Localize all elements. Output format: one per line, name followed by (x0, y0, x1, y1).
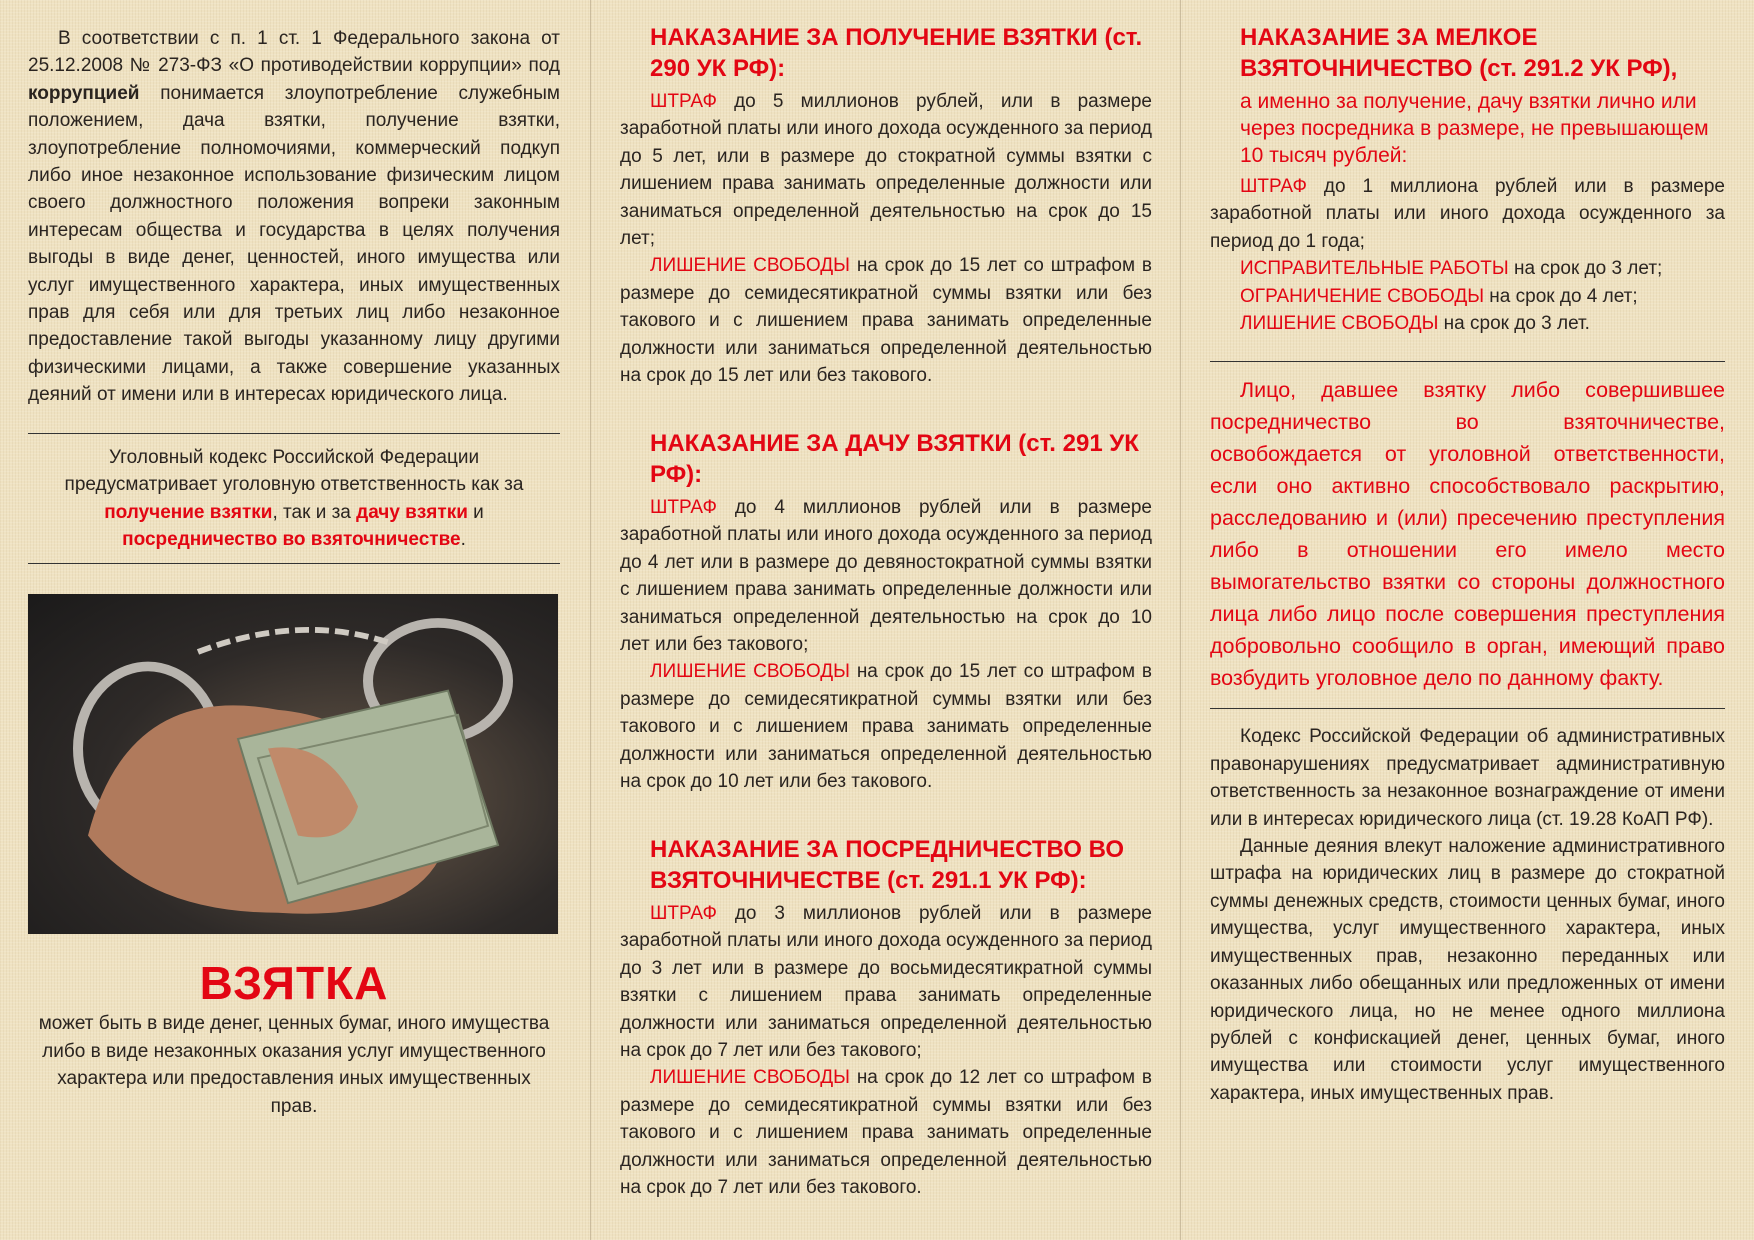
fold-line (590, 0, 591, 1240)
bribe-title: ВЗЯТКА (199, 957, 389, 1010)
corruption-term: коррупцией (28, 82, 140, 104)
penalty-section-mediation (620, 834, 1152, 1201)
penalty-section-bribe-giving (620, 428, 1152, 834)
handcuffs-money-photo (28, 594, 558, 934)
fold-line (1180, 0, 1181, 1240)
fine-text: ШТРАФ до 4 миллионов рублей или в размере заработной платы или иного дохода осужденного за период до 4 лет или в размере до девяностократной суммы взятки с лишением права занимать определенные должности или заниматься определенной деятельностью на срок до 10 лет или без такового; (620, 497, 1152, 656)
divider (28, 563, 560, 564)
section-subheading: а именно за получение, дачу взятки лично или через посредника в размере, не превышающем 10 тысяч рублей: (1240, 90, 1709, 167)
petty-bribery-section (1210, 22, 1725, 337)
corruption-definition: В соответствии с п. 1 ст. 1 Федерального закона от 25.12.2008 № 273-ФЗ «О противодействии коррупции» под коррупцией понимается злоупотребление служебным положением, дача взятки, получение взятки, злоупотребление полномочиями, коммерческий подкуп либо иное незаконное использование физическим лицом своего должностного положения вопреки законным интересам общества и государства в целях получения выгоды в виде денег, ценностей, иного имущества или услуг имущественного характера, иных имущественных прав для себя или для третьих лиц либо незаконное предоставление такой выгоды указанному лицу другими физическими лицами, а также совершение указанных деяний от имени или в интересах юридического лица. (28, 28, 560, 406)
section-heading: НАКАЗАНИЕ ЗА ДАЧУ ВЗЯТКИ (ст. 291 УК РФ): (650, 430, 1139, 488)
intro-panel (28, 25, 560, 1120)
restriction-text: ОГРАНИЧЕНИЕ СВОБОДЫ на срок до 4 лет; (1240, 285, 1638, 307)
administrative-code-note: Кодекс Российской Федерации об административных правонарушениях предусматривает административную ответственность за незаконное вознаграждение от имени или в интересах юридического лица (ст. 19.28 КоАП РФ). Данные деяния влекут наложение административного штрафа на юридических лиц в размере до стократной суммы денежных средств, стоимости ценных бумаг, иного имущества, услуг имущественного характера, иных имущественных прав, незаконно переданных или оказанных либо обещанных или предложенных от имени юридического лица, но не менее одного миллиона рублей с конфискацией денег, ценных бумаг, иного имущества или стоимости услуг имущественного характера, иных имущественных прав. (1210, 726, 1725, 1104)
fine-text: ШТРАФ до 1 миллиона рублей или в размере заработной платы или иного дохода осужденного за период до 1 года; (1210, 176, 1725, 252)
divider (1210, 361, 1725, 362)
penalty-section-bribe-receiving (620, 22, 1152, 428)
prison-text: ЛИШЕНИЕ СВОБОДЫ на срок до 15 лет со штрафом в размере до семидесятикратной суммы взятки или без такового и с лишением права занимать определенные должности или заниматься определенной деятельностью на срок до 10 лет или без такового. (620, 661, 1153, 793)
section-heading: НАКАЗАНИЕ ЗА ПОСРЕДНИЧЕСТВО ВО ВЗЯТОЧНИЧЕСТВЕ (ст. 291.1 УК РФ): (650, 836, 1124, 894)
exemption-note: Лицо, давшее взятку либо совершившее посредничество во взяточничестве, освобождается от уголовной ответственности, если оно активно способствовало раскрытию, расследованию и (или) пресечению преступления либо в отношении его имело место вымогательство взятки со стороны должностного лица либо лицо после совершения преступления добровольно сообщило в орган, имеющий право возбудить уголовное дело по данному факту. (1210, 378, 1725, 691)
correctional-work-text: ИСПРАВИТЕЛЬНЫЕ РАБОТЫ на срок до 3 лет; (1240, 258, 1663, 280)
fine-text: ШТРАФ до 5 миллионов рублей, или в размере заработной платы или иного дохода осужденного за период до 5 лет, или в размере до стократной суммы взятки с лишением права занимать определенные должности или заниматься определенной деятельностью на срок до 15 лет; (620, 91, 1152, 250)
prison-text: ЛИШЕНИЕ СВОБОДЫ на срок до 15 лет со штрафом в размере до семидесятикратной суммы взятки или без такового и с лишением права занимать определенные должности или заниматься определенной деятельностью на срок до 15 лет или без такового. (620, 255, 1153, 387)
petty-bribery-panel (1210, 22, 1725, 1107)
section-heading: НАКАЗАНИЕ ЗА ПОЛУЧЕНИЕ ВЗЯТКИ (ст. 290 УК РФ): (650, 24, 1143, 82)
penalties-panel (620, 22, 1152, 1201)
handcuffs-money-illustration (28, 594, 558, 934)
divider (1210, 708, 1725, 709)
bribe-description: может быть в виде денег, ценных бумаг, иного имущества либо в виде незаконных оказания услуг имущественного характера или предоставления иных имущественных прав. (38, 1013, 550, 1117)
criminal-code-note: Уголовный кодекс Российской Федерации предусматривает уголовную ответственность как за получение взятки, так и за дачу взятки и посредничество во взяточничестве. (64, 446, 524, 550)
prison-text: ЛИШЕНИЕ СВОБОДЫ на срок до 3 лет. (1240, 313, 1590, 335)
fine-text: ШТРАФ до 3 миллионов рублей или в размере заработной платы или иного дохода осужденного за период до 3 лет или в размере до восьмидесятикратной суммы взятки с лишением права занимать определенные должности или заниматься определенной деятельностью на срок до 7 лет или без такового; (620, 903, 1152, 1062)
section-heading: НАКАЗАНИЕ ЗА МЕЛКОЕ ВЗЯТОЧНИЧЕСТВО (ст. 291.2 УК РФ), (1240, 24, 1678, 82)
prison-text: ЛИШЕНИЕ СВОБОДЫ на срок до 12 лет со штрафом в размере до семидесятикратной суммы взятки или без такового и с лишением права занимать определенные должности или заниматься определенной деятельностью на срок до 7 лет или без такового. (620, 1067, 1153, 1199)
